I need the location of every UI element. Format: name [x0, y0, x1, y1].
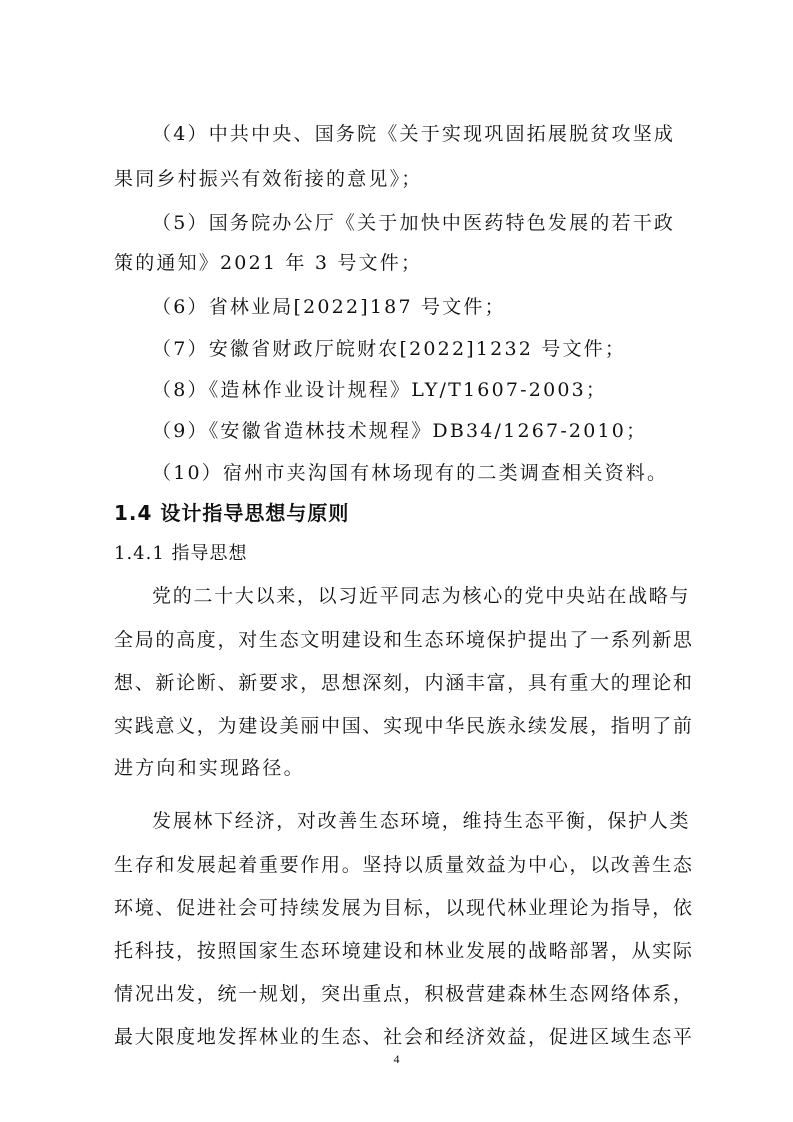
paragraph-2-line-6: 最大限度地发挥林业的生态、社会和经济效益，促进区域生态平 [114, 1026, 694, 1048]
paragraph-1-line-3: 想、新论断、新要求，思想深刻，内涵丰富，具有重大的理论和 [114, 672, 694, 694]
paragraph-2-line-5: 情况出发，统一规划，突出重点，积极营建森林生态网络体系， [114, 983, 694, 1005]
list-item-9: （9）《安徽省造林技术规程》DB34/1267-2010； [152, 420, 648, 442]
list-item-6: （6）省林业局[2022]187 号文件； [152, 296, 506, 318]
list-item-4-line-1: （4）中共中央、国务院《关于实现巩固拓展脱贫攻坚成 [152, 123, 676, 145]
paragraph-1-line-5: 进方向和实现路径。 [114, 757, 305, 779]
paragraph-2-line-2: 生存和发展起着重要作用。坚持以质量效益为中心，以改善生态 [114, 854, 694, 876]
subsection-heading: 1.4.1 指导思想 [114, 543, 248, 564]
paragraph-2-line-1: 发展林下经济，对改善生态环境，维持生态平衡，保护人类 [152, 810, 691, 832]
list-item-7: （7）安徽省财政厅皖财农[2022]1232 号文件； [152, 338, 627, 360]
list-item-10: （10）宿州市夹沟国有林场现有的二类调查相关资料。 [152, 462, 669, 484]
paragraph-2-line-4: 托科技，按照国家生态环境建设和林业发展的战略部署，从实际 [114, 940, 694, 962]
list-item-5-line-2: 策的通知》2021 年 3 号文件； [114, 252, 423, 274]
paragraph-1-line-1: 党的二十大以来，以习近平同志为核心的党中央站在战略与 [152, 585, 691, 607]
list-item-4-line-2: 果同乡村振兴有效衔接的意见》； [114, 168, 423, 190]
paragraph-1-line-2: 全局的高度，对生态文明建设和生态环境保护提出了一系列新思 [114, 629, 694, 651]
page-number: 4 [393, 1052, 400, 1066]
list-item-5-line-1: （5）国务院办公厅《关于加快中医药特色发展的若干政 [152, 212, 676, 234]
section-heading: 1.4 设计指导思想与原则 [114, 501, 350, 525]
paragraph-2-line-3: 环境、促进社会可持续发展为目标，以现代林业理论为指导，依 [114, 897, 694, 919]
paragraph-1-line-4: 实践意义，为建设美丽中国、实现中华民族永续发展，指明了前 [114, 715, 694, 737]
list-item-8: （8）《造林作业设计规程》LY/T1607-2003； [152, 379, 608, 401]
